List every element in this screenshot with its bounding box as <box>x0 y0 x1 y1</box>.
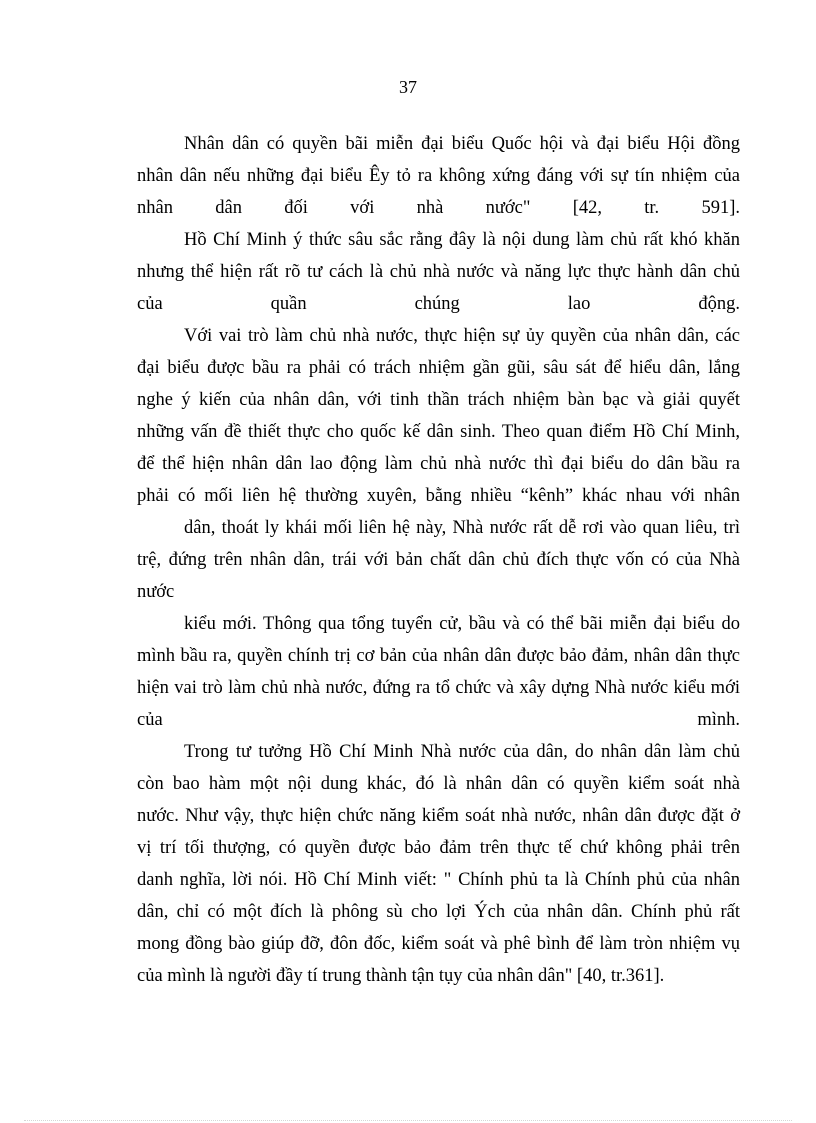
text-line: trệ, đứng trên nhân dân, trái với bản chất dân chủ đích thực vốn có của Nhà <box>137 550 740 570</box>
text-line: nước <box>137 582 175 602</box>
text-line: để thể hiện nhân dân lao động làm chủ nhà nước thì đại biểu do dân bầu ra <box>137 454 740 474</box>
text-line: vị trí tối thượng, có quyền được bảo đảm trên thực tế chứ không phải trên <box>137 838 740 858</box>
paragraph <box>137 224 740 320</box>
text-line: mong đồng bào giúp đỡ, đôn đốc, kiểm soát và phê bình để làm tròn nhiệm vụ <box>137 934 740 954</box>
text-line: nhưng thể hiện rất rõ tư cách là chủ nhà nước và năng lực thực hành dân chủ <box>137 262 740 282</box>
text-line: của quần chúng lao động. <box>137 294 740 314</box>
text-line: Với vai trò làm chủ nhà nước, thực hiện sự ủy quyền của nhân dân, các <box>184 326 740 346</box>
paragraph <box>137 736 740 992</box>
text-line: Hồ Chí Minh ý thức sâu sắc rằng đây là nội dung làm chủ rất khó khăn <box>184 230 740 250</box>
text-line: Nhân dân có quyền bãi miễn đại biểu Quốc hội và đại biểu Hội đồng <box>184 134 740 154</box>
text-line: của mình là người đầy tí trung thành tận tụy của nhân dân" [40, tr.361]. <box>137 966 665 986</box>
text-line: dân, chỉ có một đích là phông sù cho lợi Ých của nhân dân. Chính phủ rất <box>137 902 740 922</box>
text-line: hiện vai trò làm chủ nhà nước, đứng ra tổ chức và xây dựng Nhà nước kiểu mới <box>137 678 740 698</box>
text-line: nhân dân đối với nhà nước" [42, tr. 591]. <box>137 198 740 218</box>
page-bottom-divider <box>24 1120 792 1121</box>
document-body <box>137 128 740 992</box>
text-line: những vấn đề thiết thực cho quốc kế dân sinh. Theo quan điểm Hồ Chí Minh, <box>137 422 740 442</box>
text-line: của mình. <box>137 710 740 730</box>
text-line: nghe ý kiến của nhân dân, với tinh thần trách nhiệm bàn bạc và giải quyết <box>137 390 740 410</box>
text-line: nước. Như vậy, thực hiện chức năng kiểm soát nhà nước, nhân dân được đặt ở <box>137 806 740 826</box>
text-line: dân, thoát ly khái mối liên hệ này, Nhà nước rất dễ rơi vào quan liêu, trì <box>184 518 740 538</box>
paragraph <box>137 128 740 224</box>
page-number: 37 <box>399 77 417 97</box>
text-line: kiểu mới. Thông qua tổng tuyển cử, bầu và có thể bãi miễn đại biểu do <box>184 614 740 634</box>
text-line: nhân dân nếu những đại biểu Êy tỏ ra không xứng đáng với sự tín nhiệm của <box>137 166 740 186</box>
text-line: đại biểu được bầu ra phải có trách nhiệm gần gũi, sâu sát để hiểu dân, lắng <box>137 358 740 378</box>
text-line: còn bao hàm một nội dung khác, đó là nhân dân có quyền kiểm soát nhà <box>137 774 740 794</box>
text-line: phải có mối liên hệ thường xuyên, bằng nhiều “kênh” khác nhau với nhân <box>137 486 740 506</box>
text-line: Trong tư tưởng Hồ Chí Minh Nhà nước của dân, do nhân dân làm chủ <box>184 742 740 762</box>
text-line: mình bầu ra, quyền chính trị cơ bản của nhân dân được bảo đảm, nhân dân thực <box>137 646 740 666</box>
paragraph <box>137 320 740 736</box>
text-line: danh nghĩa, lời nói. Hồ Chí Minh viết: " Chính phủ ta là Chính phủ của nhân <box>137 870 740 890</box>
